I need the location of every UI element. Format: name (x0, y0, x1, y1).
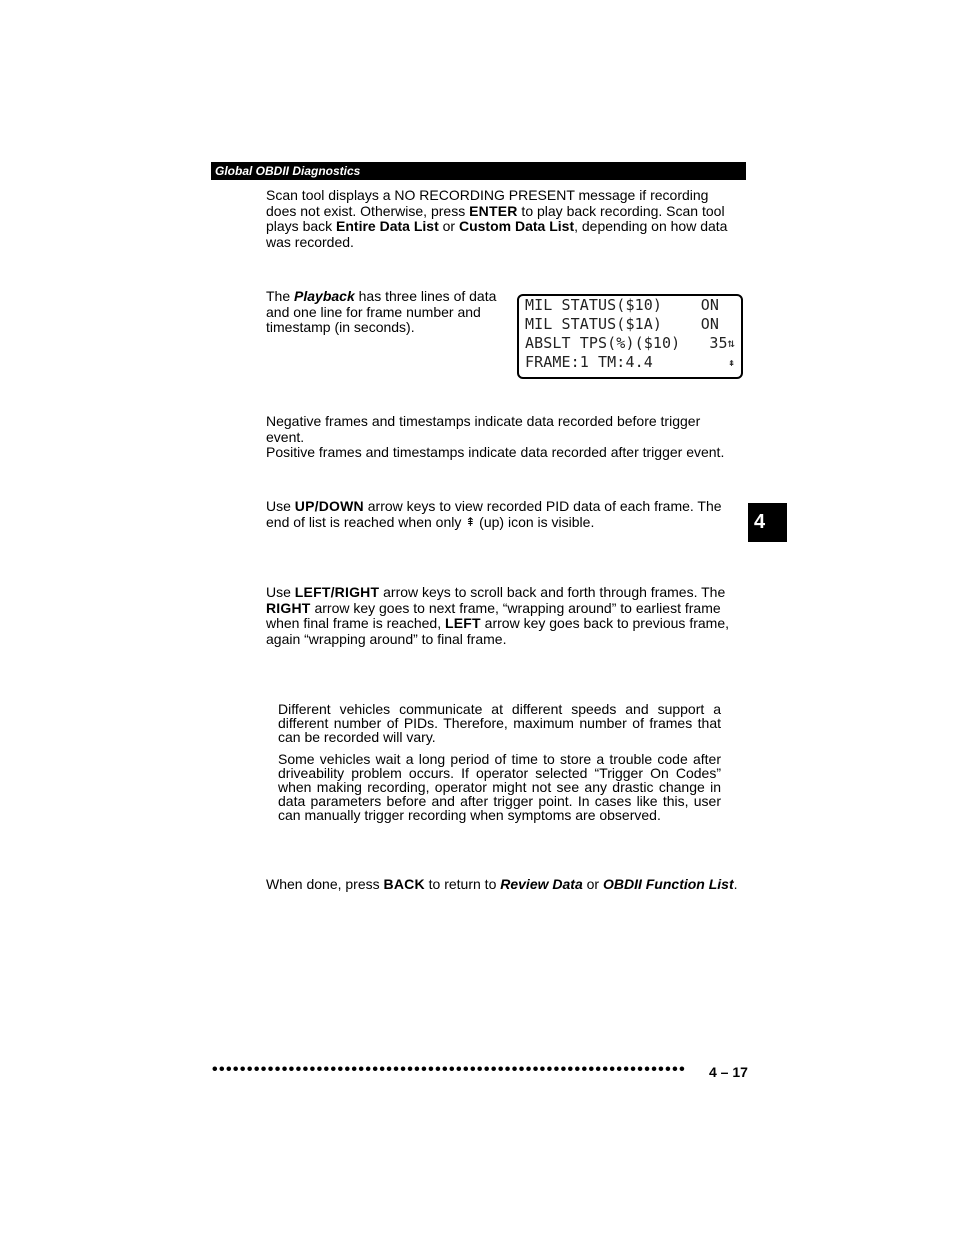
section-header (211, 162, 746, 180)
review-data-label: Review Data (500, 876, 583, 892)
obdii-function-list-label: OBDII Function List (602, 876, 734, 892)
lcd-row (525, 334, 735, 353)
lcd-row-label: MIL STATUS($10) (525, 296, 662, 314)
lcd-row-value: 35 (709, 334, 728, 352)
entire-data-list-label: Entire Data List (336, 218, 439, 235)
right-key-label: RIGHT (266, 599, 311, 616)
up-arrow-icon: ⇞ (728, 356, 735, 369)
lcd-row-label: MIL STATUS($1A) (525, 315, 662, 333)
paragraph-done: When done, press BACK to return to Review Data or OBDII Function List. (266, 876, 738, 892)
playback-label: Playback (294, 288, 355, 304)
lcd-row-value-group (709, 334, 735, 353)
up-down-arrows-icon: ⇅ (727, 336, 735, 350)
section-title: Global OBDII Diagnostics (215, 164, 361, 178)
footer-dot-leader: •••••••••••••••••••••••••••••••••••••••••••••••••••••••••••••••••••• (212, 1063, 687, 1077)
enter-key-label: ENTER (469, 202, 518, 219)
lcd-row-label: ABSLT TPS(%)($10) (525, 334, 681, 352)
left-right-key-label: LEFT/RIGHT (294, 584, 380, 600)
lcd-frame-timestamp: FRAME:1 TM:4.4 (525, 353, 653, 371)
lcd-row (525, 296, 735, 315)
lcd-row-value: ON (700, 296, 719, 314)
paragraph-up-down-keys: Use UP/DOWN arrow keys to view recorded PID data of each frame. The end of list is reached when only ⇞ (up) icon is visible. (266, 498, 722, 530)
note-frame-count: Different vehicles communicate at different speeds and support a different number of PIDs. Therefore, maximum number of frames that can be recorded will vary. (278, 701, 721, 745)
left-key-label: LEFT (444, 615, 481, 632)
paragraph-playback-description: The Playback has three lines of data and one line for frame number and timestamp (in seconds). (266, 288, 497, 336)
lcd-row-value: ON (700, 315, 719, 333)
lcd-row (525, 353, 735, 372)
page-number: 4 – 17 (709, 1064, 748, 1080)
up-down-key-label: UP/DOWN (294, 498, 364, 514)
lcd-row (525, 315, 735, 334)
paragraph-frames-timestamps: Negative frames and timestamps indicate data recorded before trigger event. Positive frames and timestamps indicate data recorded after trigger event. (266, 413, 725, 461)
paragraph-playback-start: Scan tool displays a NO RECORDING PRESENT message if recording does not exist. Otherwise, press ENTER to play back recording. Scan tool plays back Entire Data List or Custom Data List, depending on how data was recorded. (266, 187, 728, 250)
back-key-label: BACK (383, 876, 425, 892)
lcd-playback-screen (517, 294, 743, 379)
note-trigger-on-codes: Some vehicles wait a long period of time to store a trouble code after driveability problem occurs. If operator selected “Trigger On Codes” when making recording, operator might not see any drastic change in data parameters before and after trigger point. In cases like this, user can manually trigger recording when symptoms are observed. (278, 751, 721, 823)
chapter-number: 4 (754, 511, 766, 533)
custom-data-list-label: Custom Data List (458, 218, 575, 235)
chapter-tab (748, 503, 787, 542)
up-arrow-icon: ⇞ (465, 514, 476, 529)
paragraph-left-right-keys: Use LEFT/RIGHT arrow keys to scroll back and forth through frames. The RIGHT arrow key goes to next frame, “wrapping around” to earliest frame when final frame is reached, LEFT arrow key goes back to previous frame, again “wrapping around” to final frame. (266, 584, 730, 647)
